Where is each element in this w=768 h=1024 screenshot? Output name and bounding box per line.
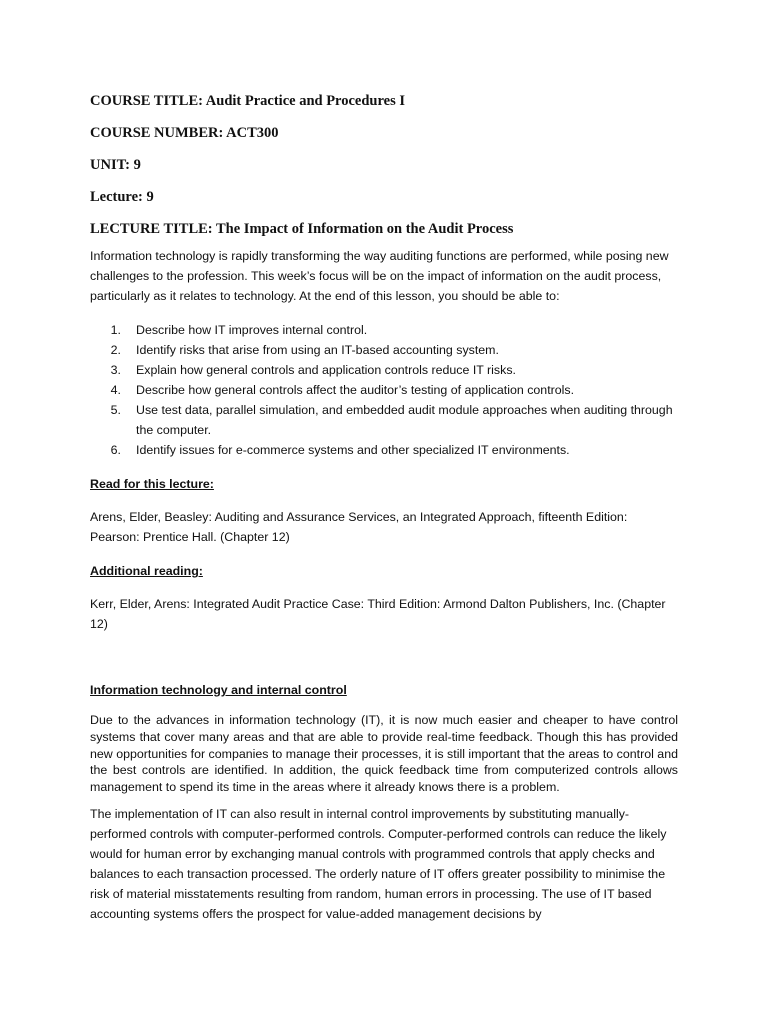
additional-reading-citation: Kerr, Elder, Arens: Integrated Audit Practice Case: Third Edition: Armond Dalton Publishers, Inc. (Chapter 12) [90, 597, 666, 631]
list-text: Describe how general controls affect the auditor’s testing of application controls. [136, 383, 575, 397]
list-item [90, 360, 678, 380]
list-item [90, 440, 678, 460]
list-number: 2. [110, 343, 121, 357]
list-text: Describe how IT improves internal control. [136, 323, 368, 337]
list-item [90, 320, 678, 340]
course-title: Audit Practice and Procedures I [205, 93, 406, 109]
lecture-title-line [90, 220, 678, 238]
lecture-title-label: LECTURE TITLE: [90, 221, 213, 237]
lecture-line [90, 188, 678, 206]
list-number: 1. [110, 323, 121, 337]
additional-reading-heading: Additional reading: [90, 564, 203, 578]
unit-line [90, 156, 678, 174]
section-paragraph-1: Due to the advances in information technology (IT), it is now much easier and cheaper to have control systems that cover many areas and that are able to provide real-time feedback. Though this has provided new opportunities for companies to manage their processes, it is still important that the areas to control and the best controls are identified. In addition, the quick feedback time from computerized controls allows management to spend its time in the areas where it already knows there is a problem. [90, 713, 678, 795]
section-paragraph-2: The implementation of IT can also result in internal control improvements by substituting manually-performed controls with computer-performed controls. Computer-performed controls can reduce the likely would for human error by exchanging manual controls with programmed controls that apply checks and balances to each transaction processed. The orderly nature of IT offers greater possibility to minimise the risk of material misstatements resulting from random, human errors in processing. The use of IT based accounting systems offers the prospect for value-added management decisions by [90, 806, 667, 921]
list-text: Use test data, parallel simulation, and embedded audit module approaches when auditing through the computer. [136, 403, 673, 437]
list-item [90, 380, 678, 400]
list-item [90, 340, 678, 360]
list-text: Explain how general controls and application controls reduce IT risks. [136, 363, 516, 377]
course-number: ACT300 [226, 125, 279, 141]
list-number: 4. [110, 383, 121, 397]
document-body [90, 92, 678, 924]
lecture-title: The Impact of Information on the Audit Process [216, 221, 514, 237]
section-heading: Information technology and internal control [90, 683, 347, 697]
unit-label: UNIT: [90, 157, 131, 173]
reading-heading: Read for this lecture: [90, 477, 214, 491]
course-number-line [90, 124, 678, 142]
course-title-line [90, 92, 678, 110]
reading-citation: Arens, Elder, Beasley: Auditing and Assurance Services, an Integrated Approach, fifteenth Edition: Pearson: Prentice Hall. (Chapter 12) [90, 510, 628, 544]
list-number: 6. [110, 443, 121, 457]
objectives-list [90, 320, 678, 460]
list-text: Identify risks that arise from using an IT-based accounting system. [136, 343, 499, 357]
lecture-label: Lecture: [90, 189, 143, 205]
course-number-label: COURSE NUMBER: [90, 125, 224, 141]
list-number: 5. [110, 403, 121, 417]
unit-value: 9 [133, 157, 141, 173]
list-number: 3. [110, 363, 121, 377]
list-text: Identify issues for e-commerce systems and other specialized IT environments. [136, 443, 570, 457]
course-title-label: COURSE TITLE: [90, 93, 203, 109]
list-item [90, 400, 678, 440]
intro-paragraph: Information technology is rapidly transforming the way auditing functions are performed, while posing new challenges to the profession. This week’s focus will be on the impact of information on the audit process, particularly as it relates to technology. At the end of this lesson, you should be able to: [90, 249, 669, 303]
lecture-value: 9 [146, 189, 154, 205]
